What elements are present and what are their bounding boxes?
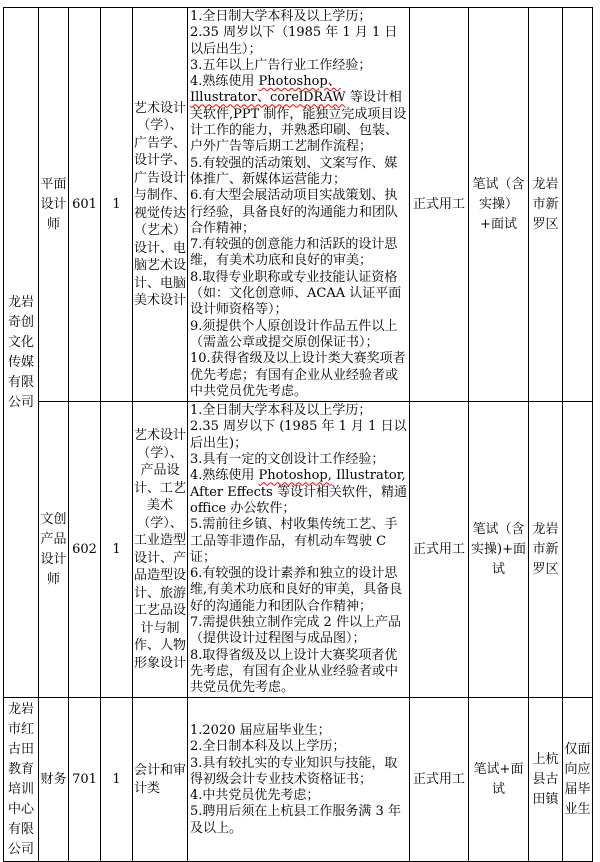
requirement-item: 5.需前往乡镇、村收集传统工艺、手工品等非遗作品，有机动车驾驶 C 证； — [190, 517, 398, 565]
spellcheck-underlined-text: Photoshop, — [258, 468, 332, 484]
requirement-item: 7.需提供独立制作完成 2 件以上产品（提供设计过程图与成品图）； — [190, 614, 401, 647]
note-cell — [563, 402, 593, 698]
requirement-item: 3.具有一定的文创设计工作经验； — [190, 452, 385, 468]
requirement-item: 7.有较强的创意能力和活跃的设计思维，有美术功底和良好的审美； — [190, 237, 398, 269]
majors-cell: 会计和审计类 — [133, 698, 188, 862]
note-cell — [563, 8, 593, 402]
requirements-cell — [188, 698, 410, 862]
requirement-item: 10.获得省级及以上设计类大赛奖项者优先考虑；有国有企业从业经验者或中共党员优先考虑。 — [190, 351, 406, 399]
position-cell: 文创产品设计师 — [39, 402, 69, 698]
requirement-text: 等设计相关软件,PPT 制作，能独立完成项目设计工作的能力，并熟悉印刷、包装、户外广告等后期工艺制作流程； — [190, 90, 407, 155]
work-location-cell: 龙岩市新罗区 — [529, 8, 563, 402]
work-location-cell: 龙岩市新罗区 — [529, 402, 563, 698]
document-page — [3, 7, 593, 862]
requirement-text: 4.熟练使用 — [190, 468, 259, 484]
requirement-item: 5.有较强的活动策划、文案写作、媒体推广、新媒体运营能力； — [190, 155, 398, 187]
employment-type-cell: 正式用工 — [410, 8, 469, 402]
table-row — [4, 402, 593, 698]
requirement-item: 8.取得专业职称或专业技能认证资格（如：文化创意师、ACAA 认证平面设计师资格等）； — [190, 269, 402, 318]
position-cell: 财务 — [39, 698, 69, 862]
employment-type-cell: 正式用工 — [410, 402, 469, 698]
requirements-cell — [188, 402, 410, 698]
spellcheck-underlined-text: Photoshop、Illustrator、corelDRAW — [190, 74, 346, 106]
requirement-item: 1.2020 届应届毕业生； — [190, 722, 331, 738]
requirement-item: 2.全日制本科及以上学历； — [190, 739, 346, 755]
requirement-item — [190, 468, 407, 517]
headcount-cell: 1 — [101, 8, 133, 402]
table-row — [4, 8, 593, 402]
requirement-item: 6.有较强的设计素养和独立的设计思维,有美术功底和良好的审美，具备良好的沟通能力和团队合作精神； — [190, 566, 403, 614]
requirement-item: 9.须提供个人原创设计作品五件以上（需盖公章或提交原创保证书）； — [190, 318, 398, 350]
requirement-item: 5.聘用后须在上杭县工作服务满 3 年及以上。 — [190, 804, 401, 836]
exam-type-cell: 笔试（含实操）+面试 — [469, 8, 529, 402]
majors-cell: 艺术设计（学）、产品设计、工艺美术（学）、工业造型设计、产品造型设计、旅游工艺品设计与制作、人物形象设计 — [133, 402, 188, 698]
requirement-item: 8.取得省级及以上设计大赛奖项者优先考虑，有国有企业从业经验者或中共党员优先考虑。 — [190, 647, 399, 696]
requirement-item: 3.具有较扎实的专业知识与技能，取得初级会计专业技术资格证书； — [190, 755, 398, 787]
headcount-cell: 1 — [101, 698, 133, 862]
requirement-text: Illustrator, After Effects 等设计相关软件，精通 office 办公软件； — [190, 468, 407, 516]
company-cell: 龙岩市红古田教育培训中心有限公司 — [4, 698, 39, 862]
headcount-cell: 1 — [101, 402, 133, 698]
exam-type-cell: 笔试+面试 — [469, 698, 529, 862]
exam-type-cell: 笔试（含实操)+面试 — [469, 402, 529, 698]
requirement-item — [190, 74, 407, 155]
requirement-item: 6.有大型会展活动项目实战策划、执行经验，具备良好的沟通能力和团队合作精神； — [190, 188, 399, 236]
code-cell: 602 — [69, 402, 101, 698]
requirement-item: 2.35 周岁以下（1985 年 1 月 1 日以后出生）； — [190, 25, 398, 57]
table-row — [4, 698, 593, 862]
requirement-item: 3.五年以上广告行业工作经验； — [190, 57, 372, 73]
note-cell: 仅面向应届毕业生 — [563, 698, 593, 862]
requirement-item: 2.35 周岁以下 (1985 年 1 月 1 日以后出生)； — [190, 419, 407, 451]
requirement-item: 1.全日制大学本科及以上学历； — [190, 9, 372, 24]
requirement-item: 1.全日制大学本科及以上学历； — [190, 403, 372, 419]
work-location-cell: 上杭县古田镇 — [529, 698, 563, 862]
code-cell: 601 — [69, 8, 101, 402]
majors-cell: 艺术设计（学）、广告学、设计学、广告设计与制作、视觉传达（艺术）设计、电脑艺术设计、电脑美术设计 — [133, 8, 188, 402]
requirement-text: 4.熟练使用 — [190, 74, 259, 90]
requirement-item: 4.中共党员优先考虑； — [190, 788, 320, 804]
position-cell: 平面设计师 — [39, 8, 69, 402]
requirements-cell — [188, 8, 410, 402]
company-cell: 龙岩奇创文化传媒有限公司 — [4, 8, 39, 698]
code-cell: 701 — [69, 698, 101, 862]
recruitment-table — [3, 7, 593, 862]
employment-type-cell: 正式用工 — [410, 698, 469, 862]
